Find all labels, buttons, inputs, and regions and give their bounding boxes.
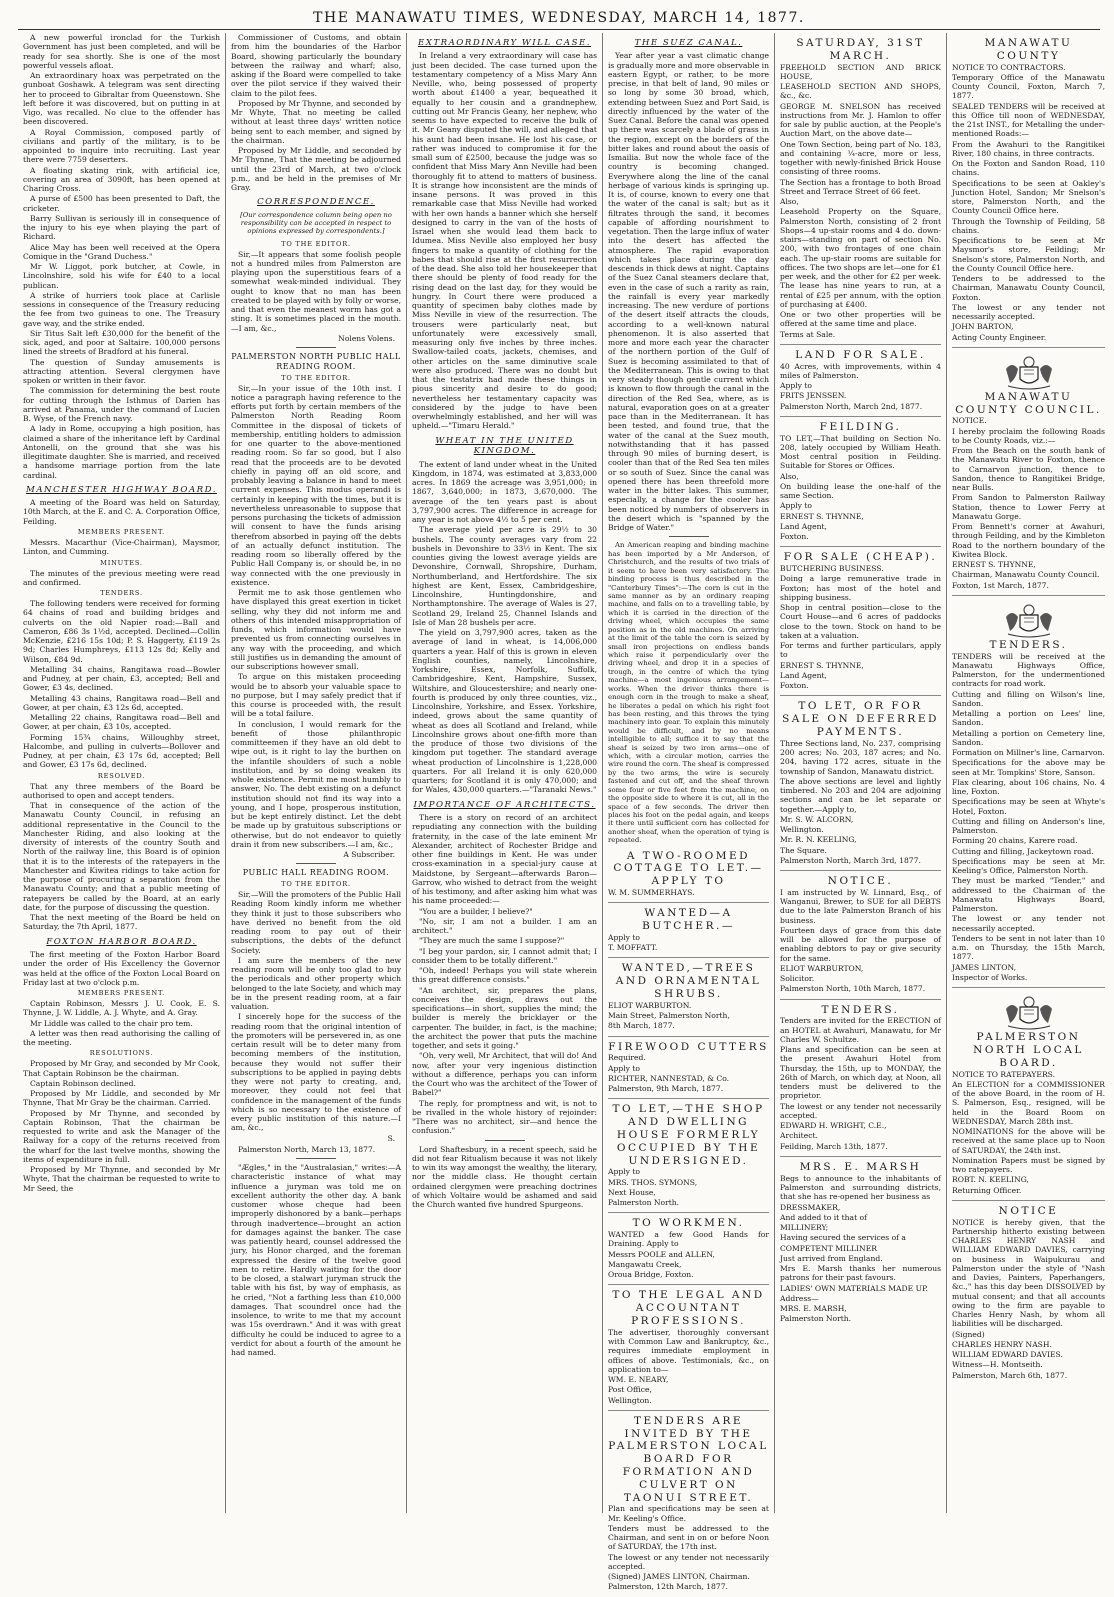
ad-line: Apply to xyxy=(780,381,812,391)
column-5 xyxy=(775,33,947,1513)
section-heading: THE SUEZ CANAL. xyxy=(634,38,743,48)
ad-line: Apply to xyxy=(780,501,812,511)
column-6 xyxy=(947,33,1110,1513)
ad-line: FREEHOLD SECTION AND BRICK HOUSE, xyxy=(780,62,941,81)
section-heading: FOXTON HARBOR BOARD. xyxy=(46,936,197,947)
ad-line: One or two other properties will be offered at the same time and place. xyxy=(780,310,941,329)
advertisement xyxy=(780,417,941,548)
section-heading: EXTRAORDINARY WILL CASE. xyxy=(418,38,591,48)
ad-line: And added to it that of xyxy=(780,1212,867,1222)
ad-line: Doing a large remunerative trade in Foxton; has most of the hotel and shipping business. xyxy=(780,574,941,602)
letter-paragraph: I sincerely hope for the success of the reading room that the original intention of the promoters will be persevered in, as one certain result will be to deter many from becoming members of the institution, because they would not suffer their subscriptions to be applied in paying debts they were not party to creating, and, moreover, they could not feel that confidence in the management of the funds which is so necessary to the existence of every public institution of this nature.—I am, &c., xyxy=(231,1012,401,1133)
advertisement xyxy=(952,1201,1105,1385)
ad-line: EDWARD H. WRIGHT, C.E., xyxy=(780,1121,887,1131)
ad-line: Foxton. xyxy=(780,681,809,691)
ad-line: Temporary Office of the Manawatu County Council, Foxton, March 7, 1877. xyxy=(952,72,1105,101)
ad-line: ERNEST S. THYNNE, xyxy=(780,511,864,521)
article-paragraph: "Oh, indeed! Perhaps you will state wherein this great difference consists." xyxy=(412,966,597,985)
news-item: "Ægles," in the "Australasian," writes:—A characteristic instance of what may influence a juryman was told me on excellent authority the other day. A bank customer whose cheque had been improperly dishonored by a bank—perhaps through inadvertence—brought an action for damages against the banker. The case was patiently heard, counsel addressed the jury, his Honor charged, and the foreman expressed the desire of the twelve good men to retire. Hardly waiting for the door to be closed, a stalwart juryman struck the table with his fist, by way of emphasis, as he cried, "Not a farthing less than £10,000 damages. That scoundrel once had the insolence, to write to me that my account was 15s overdrawn." And it was with great difficulty he could be induced to agree to a verdict for about a fourth of the amount he had named. xyxy=(231,1163,401,1358)
ad-line: Apply to xyxy=(608,1063,640,1073)
ad-line: I hereby proclaim the following Roads to be County Roads, viz.:— xyxy=(952,426,1105,445)
article-paragraph: Messrs. Macarthur (Vice-Chairman), Maysmor, Linton, and Cumming. xyxy=(23,538,220,557)
advertisement xyxy=(608,1411,769,1597)
article-paragraph: There is a story on record of an architect repudiating any connection with the building fraternity, in the case of the late eminent Mr Alexander, architect of Rochester Bridge and other fine buildings in Kent. He was under cross-examination in a special-jury cause at Maidstone, by Sergeant—afterwards Baron—Garrow, who wished to detract from the weight of his testimony, and after asking him what was his name proceeded:— xyxy=(412,813,597,906)
ad-line: Apply to xyxy=(608,1167,640,1177)
article-paragraph: Captain Robinson declined. xyxy=(30,1078,136,1088)
ad-line: Returning Officer. xyxy=(952,1185,1022,1195)
ad-line: LADIES' OWN MATERIALS MADE UP. xyxy=(780,1283,928,1293)
advertisement xyxy=(952,596,1105,988)
ad-line: COMPETENT MILLINER xyxy=(780,1243,877,1253)
ad-line: From the Beach on the south bank of the Manawatu River to Foxton, thence to Carnarvon junction, thence to Sandon, thence to Rangitikei Bridge, near Bulls. xyxy=(952,446,1105,493)
advertisement xyxy=(608,1285,769,1410)
ad-line: The Section has a frontage to both Broad Street and Terrace Street of 66 feet. xyxy=(780,177,941,196)
ad-line: Tenders must be addressed to the Chairman, and sent in on or before Noon of SATURDAY, the 17th inst. xyxy=(608,1523,769,1552)
ad-line: Begs to announce to the inhabitants of Palmerston and surrounding districts, that she has re-opened her business as xyxy=(780,1173,941,1202)
news-item: A purse of £500 has been presented to Daft, the cricketer. xyxy=(23,194,220,213)
section-heading: CORRESPONDENCE. xyxy=(257,197,375,208)
ad-heading: TO WORKMEN. xyxy=(632,1217,745,1230)
ad-line: ELIOT WARBURTON. xyxy=(608,1000,692,1010)
ad-line: Mrs E. Marsh thanks her numerous patrons for their past favours. xyxy=(780,1264,941,1283)
ad-line: Inspector of Works. xyxy=(952,972,1028,982)
ad-line: One Town Section, being part of No. 183, and containing ¼-acre, more or less, together with newly-finished Brick House consisting of three rooms. xyxy=(780,139,941,177)
advertisement xyxy=(780,33,941,345)
divider xyxy=(296,863,336,864)
ad-line: SEALED TENDERS will be received at this Office till noon of WEDNESDAY, the 21st INST., for Metalling the under-mentioned Roads:— xyxy=(952,101,1105,139)
coat-of-arms-icon xyxy=(1000,355,1058,389)
ad-line: On building lease the one-half of the same Section. xyxy=(780,481,941,501)
ad-line: Specifications to be seen at Oakley's Junction Hotel, Sandon; Mr Snelson's store, Palmerston North, and the County Council Office here. xyxy=(952,178,1105,216)
ad-line: Specifications may be seen at Whyte's Hotel, Foxton. xyxy=(952,797,1105,816)
article-paragraph: The first meeting of the Foxton Harbor Board under the order of His Excellency the Governor was held at the office of the Foxton Local Board on Friday last at two o'clock p.m. xyxy=(23,950,220,987)
ad-line: From Bennett's corner at Awahuri, through Feilding, and by the Kimbleton Road to the northern boundary of the Kiwitea Block. xyxy=(952,522,1105,559)
ad-line: Apply to xyxy=(608,932,640,942)
ad-line: (Signed) JAMES LINTON, Chairman. xyxy=(608,1572,750,1582)
advertisement xyxy=(952,348,1105,596)
ad-line: Terms at Sale. xyxy=(780,329,836,339)
article-paragraph: Forming 15¾ chains, Willoughby street, Halcombe, and pulling in culverts—Bollover and Pudney, at per chain, £3 17s 6d, accepted; Bell and Gower, £3 17s 6d, declined. xyxy=(23,732,220,770)
article-paragraph: "They are much the same I suppose?" xyxy=(419,936,565,946)
ad-line: MILLINERY; xyxy=(780,1223,829,1233)
subheading: RESOLUTIONS. xyxy=(89,1049,154,1058)
news-item: Mr W. Liggot, pork butcher, at Cowle, in Lincolnshire, sold his wife for £40 to a local publican. xyxy=(23,262,220,290)
ad-line: TO LET,—That building on Section No. 208, lately occupied by William Heath. Most central position in Feilding. Suitable for Stores or Offices. xyxy=(780,433,941,471)
ad-line: Foxton, 1st March, 1877. xyxy=(952,580,1049,590)
section-heading: IMPORTANCE OF ARCHITECTS. xyxy=(413,799,596,810)
ad-line: Next House, xyxy=(608,1187,656,1197)
ad-line: ROBT. N. KEELING, xyxy=(952,1175,1029,1185)
article-paragraph: The yield on 3,797,900 acres, taken as the average of land in wheat, is 14,006,000 quarters a year. Half of this is grown in eleven English counties, namely, Lincolnshire, Yorkshire, Essex, Norfolk, Suffolk, Cambridgeshire, Kent, Hampshire, Sussex, Wiltshire, and Gloucestershire; and nearly one-fourth is produced by only three counties, viz., Lincolnshire, Yorkshire, and Essex. Yorkshire, indeed, grows about the same quantity of wheat as does all Scotland and Ireland, while Lincolnshire grows about one-fifth more than the produce of those two divisions of the kingdom put together. The standard average wheat production of Lincolnshire is 1,228,000 quarters. For all Ireland it is only 620,000 quarters; for Scotland it is only 470,000; and for Wales, 430,000 quarters.—"Taranaki News." xyxy=(412,628,597,795)
ad-line: Tenders to be addressed to the Chairman, Manawatu County Council, Foxton. xyxy=(952,274,1105,302)
article-paragraph: Proposed by Mr Gray, and seconded by Mr Cook, That Captain Robinson be the chairman. xyxy=(23,1059,220,1078)
article-paragraph: "Oh, very well, Mr Architect, that will do! And now, after your very ingenious distinction without a difference, perhaps you can inform the Court who was the architect of the Tower of Babel?" xyxy=(412,1051,597,1098)
news-item: The question of Sunday amusements is attracting attention. Several clergymen have spoken or written in their favor. xyxy=(23,357,220,385)
ad-line: Cutting and filling, Jackeytown road. xyxy=(952,846,1094,856)
ad-line: (Signed) xyxy=(952,1329,985,1339)
letter-signature: A Subscriber. xyxy=(343,850,395,860)
ad-heading: MANAWATU COUNTY COUNCIL. xyxy=(955,390,1102,416)
ad-heading: FOR SALE (CHEAP). xyxy=(783,551,938,564)
ad-line: Witness—H. Montseith. xyxy=(952,1360,1043,1370)
article-paragraph: Mr Liddle was called to the chair pro tem. xyxy=(30,1018,193,1028)
ad-heading: TENDERS. xyxy=(989,638,1068,651)
ad-line: NOMINATIONS for the above will be received at the same place up to Noon of SATURDAY, the 24th inst. xyxy=(952,1127,1105,1155)
ad-line: Specifications may be seen at Mr. Keeling's Office, Palmerston North. xyxy=(952,856,1105,876)
advertisement xyxy=(780,1000,941,1157)
ad-line: Post Office, xyxy=(608,1385,652,1395)
ad-line: Forming 20 chains, Karere road. xyxy=(952,836,1078,846)
ad-line: On the Foxton and Sandon Road, 110 chains. xyxy=(952,159,1105,178)
ad-line: JOHN BARTON, xyxy=(952,322,1014,332)
column-4 xyxy=(603,33,775,1592)
letter-paragraph: Permit me to ask those gentlemen who have displayed this great exertion in ticket selling, why they did not inform me and others of this intended misappropriation of funds, which information would have prevented us from connecting ourselves in any way with the proceeding, and which still justifies us in demanding the amount of our subscriptions however small. xyxy=(231,588,401,672)
ad-line: 8th March, 1877. xyxy=(608,1021,675,1031)
ad-heading: TO THE LEGAL AND ACCOUNTANT PROFESSIONS. xyxy=(612,1289,765,1327)
ad-line: Nomination Papers must be signed by two ratepayers. xyxy=(952,1155,1105,1175)
ad-line: ELIOT WARBURTON, xyxy=(780,963,864,973)
ad-line: Foxton. xyxy=(780,532,809,542)
section-heading: WHEAT IN THE UNITED KINGDOM. xyxy=(435,435,574,457)
ad-line: Also, xyxy=(780,197,799,207)
ad-line: FRITS JENSSEN. xyxy=(780,391,847,401)
letter-paragraph: Sir,—It appears that some foolish people not a hundred miles from Palmerston are playing upon the superstitious fears of a somewhat weak-minded individual. They ought to know that no man has been created to be played with by folly or worse, and that even the meanest worm has got a sting. It is sometimes placed in the mouth.—I am, &c., xyxy=(231,249,401,333)
ad-heading: TO LET,—THE SHOP AND DWELLING HOUSE FORMERLY OCCUPIED BY THE UNDERSIGNED. xyxy=(612,1103,765,1167)
divider xyxy=(485,1140,525,1141)
ad-line: Just arrived from England. xyxy=(780,1253,883,1263)
ad-line: Acting County Engineer. xyxy=(952,332,1047,342)
ad-heading: NOTICE. xyxy=(827,875,894,888)
ad-line: Palmerston North, 10th March, 1877. xyxy=(780,984,926,994)
ad-line: Formation on Millner's line, Carnarvon. xyxy=(952,748,1105,758)
subheading: MEMBERS PRESENT. xyxy=(77,527,166,536)
ad-heading: A TWO-ROOMED COTTAGE TO LET.—APPLY TO xyxy=(613,849,764,888)
ad-line: Mr. R. N. KEELING, xyxy=(780,835,857,845)
ad-line: Shop in central position—close to the Court House—and 6 acres of paddocks close to the town. Stock on hand to be taken at a valuation. xyxy=(780,603,941,640)
advertisement xyxy=(780,1157,941,1329)
ad-line: NOTICE is hereby given, that the Partnership hitherto existing between CHARLES HENRY NASH and WILLIAM EDWARD DAVIES, carrying on business in Waipukurau and Palmerston under the style of "Nash and Davies, Painters, Paperhangers, &c.," has this day been DISSOLVED by mutual consent; and that all accounts owing to the firm are payable to Charles Henry Nash, by whom all liabilities will be discharged. xyxy=(952,1217,1105,1329)
ad-line: The lowest or any tender not necessarily accepted. xyxy=(608,1552,769,1571)
ad-line: T. MOFFATT. xyxy=(608,943,658,953)
ad-line: TENDERS will be received at the Manawatu Highways Office, Palmerston, for the undermentioned contracts for road work. xyxy=(952,651,1105,689)
ad-line: NOTICE TO CONTRACTORS. xyxy=(952,62,1066,72)
ad-line: Wellington. xyxy=(608,1395,652,1405)
ad-line: JAMES LINTON, xyxy=(952,962,1017,972)
article-paragraph: The minutes of the previous meeting were read and confirmed. xyxy=(23,568,220,587)
article-paragraph: "No, sir, I am not a builder. I am an architect." xyxy=(412,916,597,936)
ad-line: An ELECTION for a COMMISSIONER of the above Board, in the room of H. S. Palmerson, Esq., resigned, will be held in the Board Room on WEDNESDAY, March 28th inst. xyxy=(952,1079,1105,1126)
divider xyxy=(296,1158,336,1159)
ad-heading: FIREWOOD CUTTERS xyxy=(608,1040,769,1053)
subheading: TO THE EDITOR. xyxy=(281,373,351,382)
article-paragraph: That the next meeting of the Board be held on Saturday, the 7th April, 1877. xyxy=(23,913,220,932)
advertisement xyxy=(952,988,1105,1201)
ad-line: Tenders are invited for the ERECTION of an HOTEL at Awahuri, Manawatu, for Mr Charles W. Schultze. xyxy=(780,1016,941,1044)
ad-line: Leasehold Property on the Square, Palmerston North, consisting of 2 front Shops—4 up-stair rooms and 4 do. down-stairs—standing on part of section No. 200, with two frontages of one chain each. The up-stair rooms are suitable for offices. The two shops are let—one for £1 per week, and the other for £2 per week. The lease has nine years to run, at a rental of £25 per annum, with the option of purchasing at £400. xyxy=(780,207,941,309)
advertisement xyxy=(608,1099,769,1213)
masthead: THE MANAWATU TIMES, WEDNESDAY, MARCH 14, 1877. xyxy=(18,8,1100,30)
advertisement xyxy=(780,345,941,417)
ad-line: RICHTER, NANNESTAD, & Co. xyxy=(608,1073,730,1083)
news-item: A Royal Commission, composed partly of civilians and partly of the military, is to be appointed to inquire into recruiting. Last year there were 7759 deserters. xyxy=(23,127,220,165)
ad-line: ERNEST S. THYNNE, xyxy=(952,560,1036,570)
letter-signature: Nolens Volens. xyxy=(338,333,395,343)
ad-line: For terms and further particulars, apply to xyxy=(780,641,941,660)
column-1 xyxy=(18,33,226,1513)
ad-line: WANTED a few Good Hands for Draining. Apply to xyxy=(608,1230,769,1249)
subheading: RESOLVED. xyxy=(97,771,146,780)
ad-heading: SATURDAY, 31ST MARCH. xyxy=(796,37,925,62)
ad-line: Main Street, Palmerston North, xyxy=(608,1011,730,1021)
ad-heading: MRS. E. MARSH xyxy=(799,1160,922,1173)
advertisement xyxy=(780,696,941,871)
news-item: Lord Shaftesbury, in a recent speech, said he did not fear Ritualism because it was not likely to win its way amongst the wealthy, the literary, nor the middle class. He thought certain ordained clergymen were preaching doctrines of which Voltaire would be ashamed and said the Church wanted five hundred Spurgeons. xyxy=(412,1144,597,1210)
ad-line: Flax clearing, about 106 chains, No. 4 line, Foxton. xyxy=(952,777,1105,797)
letter-signature: S. xyxy=(387,1133,395,1143)
ad-line: The lowest or any tender not necessarily accepted. xyxy=(780,1101,941,1120)
ad-line: BUTCHERING BUSINESS. xyxy=(780,564,884,574)
ad-line: Required. xyxy=(608,1053,646,1063)
ad-line: Plans and specification can be seen at the present Awahuri Hotel from Thursday, the 15th, up to MONDAY, the 26th of March, on which day, at Noon, all tenders must be delivered to the proprietor. xyxy=(780,1045,941,1101)
ad-line: NOTICE. xyxy=(952,416,987,426)
ad-line: The lowest or any tender not necessarily accepted. xyxy=(952,914,1105,933)
subheading: TO THE EDITOR. xyxy=(281,880,351,889)
letter-paragraph: To argue on this mistaken proceeding would be to absorb your valuable space to no purpose, but I may safely predict that if this course is proceeded with, the result will be a total failure. xyxy=(231,672,401,719)
ad-heading: MANAWATU COUNTY xyxy=(984,37,1073,62)
article-paragraph: The average yield per acre is 29½ to 30 bushels. The county averages vary from 22 bushels in Devonshire to 33½ in Kent. The six counties giving the lowest average yields are Devonshire, Cornwall, Shropshire, Durham, Northumberland, and Hertfordshire. The six highest are Kent, Essex, Cambridgeshire, Lincolnshire, Huntingdonshire, and Northamptonshire. The average of Wales is 27, Scotland 29, Ireland 25, Channel Islands and Isle of Man 28 bushels per acre. xyxy=(412,525,597,627)
article-paragraph: The reply, for promptness and wit, is not to be rivalled in the whole history of rejoinder: "There was no architect, sir—and hence the confusion." xyxy=(412,1098,597,1136)
ad-heading: WANTED,—TREES AND ORNAMENTAL SHRUBS. xyxy=(615,962,762,1000)
ad-line: Wellington. xyxy=(780,825,824,835)
news-item: Sir Titus Salt left £30,000 for the benefit of the sick, aged, and poor at Saltaire. 100,000 persons lined the streets of Bradford at his funeral. xyxy=(23,328,220,357)
ad-line: Messrs POOLE and ALLEN, xyxy=(608,1249,715,1259)
ad-line: Palmerston, 12th March, 1877. xyxy=(608,1582,728,1592)
ad-line: Metalling a portion on Lees' line, Sandon. xyxy=(952,709,1105,728)
ad-line: Palmerston, 9th March, 1877. xyxy=(608,1084,724,1094)
divider xyxy=(669,536,709,537)
article-paragraph: "I beg your pardon, sir, I cannot admit that; I consider them to be totally different." xyxy=(412,946,597,965)
ad-line: Mr. S. W. ALCORN, xyxy=(780,814,854,824)
ad-heading: FEILDING. xyxy=(819,420,902,433)
news-item: A floating skating rink, with artificial ice, covering an area of 3090ft, has been opened at Charing Cross. xyxy=(23,165,220,193)
editorial-note: [Our correspondence column being open no responsibility can be accepted in respect to opinions expressed by correspondents.] xyxy=(240,210,392,236)
ad-line: Land Agent, xyxy=(780,521,827,531)
advertisement xyxy=(608,903,769,958)
ad-line: Palmerston, March 6th, 1877. xyxy=(952,1370,1068,1380)
ad-line: LEASEHOLD SECTION AND SHOPS, &c., &c. xyxy=(780,82,941,101)
ad-line: Mangawatu Creek, xyxy=(608,1259,682,1269)
ad-line: From Sandon to Palmerston Railway Station, thence to Lower Ferry at Manawatu Gorge. xyxy=(952,493,1105,521)
column-2 xyxy=(226,33,407,1513)
dateline: Palmerston North, March 13, 1877. xyxy=(238,1144,376,1154)
article-paragraph: Year after year a vast climatic change is gradually more and more observable in eastern Egypt, or rather, to be more precise, in that belt of land, 90 miles or so long by some 30 broad, which, extending between Suez and Port Said, is directly influenced by the water of the Suez Canal. Before the canal was opened up there was scarcely a blade of grass in the region, except on the borders of the bitter lakes and round about the oasis of Ismailia. But now the whole face of the country is becoming changed. Everywhere along the line of the canal herbage of various kinds is springing up. It is, of course, known to every one that the water of the canal is salt; but as it filtrates through the sand, it becomes capable of affording nourishment to vegetation. Then the large influx of water into the desert has affected the atmosphere. The rapid evaporation which takes place during the day descends in thick dews at night. Captains of the Suez Canal steamers declare that, even in the case of such a rarity as rain, the rainfall is every year markedly increasing. The new verdure of portions of the desert itself attracts the clouds, according to a well-known natural phenomenon. It is also asserted that more and more each year the character of the northern portion of the Gulf of Suez is becoming assimilated to that of the Mediterranean. This is owing to that very steady though gentle current which is known to flow through the canal in the direction of the Red Sea, where, as is natural, evaporation goes on at a greater pace than in the Mediterranean. It has been tested, and found true, that the water of the canal at the Suez mouth, notwithstanding that it has passed through 90 miles of burning desert, is cooler than that of the Red Sea ten miles or so south of Suez. Since the canal was opened there has been threefold more water in the bitter lakes. This summer, especially, a change for the cooler has been noticed by numbers of observers in the desert which is "spanned by the Bridge of Water." xyxy=(608,51,769,533)
ad-line: Fourteen days of grace from this date will be allowed for the purpose of enabling debtors to pay or give security for the same. xyxy=(780,925,941,963)
ad-line: Palmerston North. xyxy=(608,1198,680,1208)
letter-paragraph: Sir,—Will the promoters of the Public Hall Reading Room kindly inform me whether they think it just to those subscribers who have derived no benefit from the old reading room to pay out of their subscriptions, the debts of the defunct Society. xyxy=(231,890,401,955)
ad-heading: PALMERSTON NORTH LOCAL BOARD. xyxy=(973,1031,1084,1069)
ad-heading: TENDERS. xyxy=(821,1003,900,1016)
section-heading: MANCHESTER HIGHWAY BOARD. xyxy=(26,484,217,495)
ad-line: Palmerston North, March 3rd, 1877. xyxy=(780,855,921,865)
divider xyxy=(296,347,336,348)
ad-line: Tenders to be sent in not later than 10 a.m. on Thursday, the 15th March, 1877. xyxy=(952,933,1105,962)
column-3 xyxy=(407,33,603,1513)
advertisement xyxy=(608,1037,769,1100)
ad-line: Palmerston North, March 2nd, 1877. xyxy=(780,401,923,411)
subheading: MINUTES. xyxy=(100,558,143,567)
ad-line: Through the Township of Feilding, 58 chains. xyxy=(952,216,1105,235)
ad-line: Land Agent, xyxy=(780,670,827,680)
ad-heading: LAND FOR SALE. xyxy=(795,348,926,361)
advertisement xyxy=(608,958,769,1036)
advertisement xyxy=(952,33,1105,348)
ad-line: From the Awahuri to the Rangitikei River, 180 chains, in three contracts. xyxy=(952,139,1105,158)
ad-line: Specifications to be seen at Mr Maysmor's store, Feilding; Mr Snelson's store, Palmerston North, and the County Council Office here. xyxy=(952,236,1105,273)
ad-line: ERNEST S. THYNNE, xyxy=(780,660,864,670)
letter-paragraph: Sir,—In your issue of the 10th inst. I notice a paragraph having reference to the efforts put forth by certain members of the Palmerston North Reading Room Committee in the disposal of tickets of membership, entitling holders to admission for one quarter to the above-mentioned reading room. So far so good, but I also read that the proceeds are to be devoted chiefly in paying off an old score, and probably leaving a balance in hand to meet current expenses. This modus operandi is certainly in keeping with the times, but it is nevertheless unreasonable to suppose that persons purchasing the tickets of admission will consent to have the funds arising therefrom absorbed in paying off the debts of an actually defunct institution. The reading room so liberally offered by the Public Hall Company is, or should be, in no way connected with the one previously in existence. xyxy=(231,383,401,587)
ad-line: Also, xyxy=(780,471,799,481)
ad-line: Cutting and filling on Wilson's line, Sandon. xyxy=(952,689,1105,708)
ad-line: Specifications for the above may be seen at Mr. Tompkins' Store, Sanson. xyxy=(952,758,1105,777)
section-heading: PUBLIC HALL READING ROOM. xyxy=(242,868,390,878)
article-paragraph: That in consequence of the action of the Manawatu County Council, in refusing an additional representative in the Council to the Manchester Riding, and also looking at the diversity of interests of the country South and North of the railway line, this Board is of opinion that it is to the interests of the ratepayers in the Manchester and Kiwitea ridings to take action for the purpose of procuring a separation from the Manawatu County; and that a public meeting of ratepayers be called by the Board, at an early date, for the purpose of discussing the question. xyxy=(23,801,220,912)
news-item: The commission for determining the best route for cutting through the Isthmus of Darien has arrived at Panama, under the command of Lucien B. Wyse, of the French navy. xyxy=(23,386,220,423)
advertisement xyxy=(608,1213,769,1285)
coat-of-arms-icon xyxy=(1000,995,1058,1029)
article-paragraph: The extent of land under wheat in the United Kingdom, in 1874, was estimated at 3,833,000 acres. In 1869 the acreage was 3,951,000; in 1867, 3,640,000; in 1873, 3,670,000. The average of the ten years past is about 3,797,900 acres. The difference in acreage for any year is not above 4½ to 5 per cent. xyxy=(412,459,597,525)
ad-line: MRS. THOS. SYMONS, xyxy=(608,1177,698,1187)
article-paragraph: In Ireland a very extraordinary will case has just been decided. The case turned upon the testamentary competency of a Miss Mary Ann Neville, who, being possessed of property worth about £1400 a year, bequeathed it equally to her cousin and a grandnephew, cutting out Mr Francis Geany, her nephew, who seems to have expected to receive the bulk of it. Mr Geany disputed the will, and alleged that his aunt had been insane. He lost his case, or rather was induced to compromise it for the small sum of £2500, because the judge was so confident that Miss Mary Ann Neville had been thoroughly fit to attend to matters of business. It is strange how inconsistent are the minds of insane persons. It was proved in this remarkable case that Miss Neville had worked with her own hands a banner which she herself designed to carry in the van of the hosts of Israel when she would lead them back to Idumea. Miss Neville also employed her busy fingers to make a quantity of clothing for the babes that should rise at the first resurrection of the dead. She also told her housekeeper that there should be plenty of food ready for the rising dead on the last day, for they would be hungry. In Court there were produced a quantity of specimen baby clothes made by Miss Neville in view of the resurrection. The trousers were particularly neat, but unfortunately were excessively small, measuring only five inches by three inches. Swallow-tailed coats, jackets, chemises, and other articles on the same diminutive scale were also produced. There was no doubt but that the testatrix had made these things in pious sincerity and desire to do good; nevertheless her testamentary capacity was considered by the judge to have been overwhelmingly established, and her will was upheld.—"Timaru Herald." xyxy=(412,51,597,431)
news-item: An extraordinary hoax was perpetrated on the gunboat Goshawk. A telegram was sent directing her to proceed to Gibraltar from Queenstown. She left before it was discovered, but on putting in at Vigo, was recalled. No clue to the offender has been discovered. xyxy=(23,71,220,127)
ad-line: The lowest or any tender not necessarily accepted. xyxy=(952,302,1105,322)
article-paragraph: Metalling 34 chains, Rangitawa road—Bowler and Pudney, at per chain, £3, accepted; Bell and Gower, £3 4s, declined. xyxy=(23,664,220,693)
ad-line: Metalling a portion on Cemetery line, Sandon. xyxy=(952,728,1105,747)
article-paragraph: Proposed by Mr Thynne, and seconded by Mr Whyte, That no meeting be called without at least three days' written notice being sent to each member, and signed by the chairman. xyxy=(231,98,401,145)
ad-line: Feilding, March 13th, 1877. xyxy=(780,1141,888,1151)
ad-line: The advertiser, thoroughly conversant with Common Law and Bankruptcy, &c., requires immediate employment in offices of above. Testimonials, &c., on application to— xyxy=(608,1327,769,1374)
coat-of-arms-icon xyxy=(1000,603,1058,637)
ad-line: Architect. xyxy=(780,1131,818,1141)
ad-line: WM. E. NEARY, xyxy=(608,1375,669,1385)
ad-line: The Square. xyxy=(780,845,827,855)
columns xyxy=(18,33,1105,1592)
subheading: MEMBERS PRESENT. xyxy=(77,989,166,998)
ad-line: Oroua Bridge, Foxton. xyxy=(608,1270,694,1280)
advertisement xyxy=(780,871,941,1000)
article-paragraph: "An architect, sir, prepares the plans, conceives the design, draws out the specifications—in short, supplies the mind; the builder is merely the bricklayer or the carpenter. The builder, in fact, is the machine; the architect the power that puts the machine together, and sets it going." xyxy=(412,985,597,1051)
news-item: A lady in Rome, occupying a high position, has claimed a share of the inheritance left by Cardinal Antonelli, on the ground that she was his illegitimate daughter. She is married, and received a handsome marriage portion from the late cardinal. xyxy=(23,424,220,480)
ad-line: The above sections are level and lightly timbered. No 203 and 204 are adjoining sections and can be let separate or together.—Apply to, xyxy=(780,776,941,814)
article-paragraph: Proposed by Mr Liddle, and seconded by Mr Thynne, That Mr Gray be the chairman. Carried. xyxy=(23,1089,220,1108)
article-paragraph: A letter was then read authorising the calling of the meeting. xyxy=(23,1028,220,1048)
article-paragraph: Captain Robinson, Messrs J. U. Cook, E. S. Thynne, J. W. Liddle, A. J. Whyte, and A. Gray. xyxy=(23,999,220,1018)
ad-line: CHARLES HENRY NASH. xyxy=(952,1339,1052,1349)
ad-line: WILLIAM EDWARD DAVIES. xyxy=(952,1350,1063,1360)
ad-line: 40 Acres, with improvements, within 4 miles of Palmerston. xyxy=(780,361,941,380)
ad-line: Cutting and filling on Anderson's line, Palmerston. xyxy=(952,816,1105,836)
ad-line: Three Sections land, No. 237, comprising 200 acres; No. 203, 187 acres; and No. 204, having 172 acres, situate in the township of Sandon, Manawatu district. xyxy=(780,738,941,776)
ad-line: I am instructed by W. Linnard, Esq., of Wanganui, Brewer, to SUE for all DEBTS due to the late Palmerston Branch of his business. xyxy=(780,887,941,925)
news-item: An American reaping and binding machine has been imported by a Mr Anderson, of Christchurch, and the results of two trials of it seem to have been very satisfactory. The binding process is thus described in the "Canterbury Times":—The corn is cut in the same manner as by an ordinary reaping machine, and falls on to a travelling table, by which it is carried in the direction of the driving wheel, which occupies the same position as in the old machines. On arriving at the limit of the table the corn is seized by small iron projections on endless bands which raise it perpendicularly over the driving wheel, and drop it in a species of trough, in the centre of which the tying machine—a most ingenious arrangement—works. When the driver thinks there is enough corn in the trough to make a sheaf, he liberates a pedal on which his right foot has been resting, and this throws the tying machinery into gear. To explain this minutely would be difficult, and by no means intelligible to all; suffice it to say that the sheaf is seized by two iron arms—one of which, with a circular motion, carries the wire round the corn. The sheaf is compressed by the two arms, the wire is securely fastened and cut off, and the sheaf thrown some four or five feet from the machine, on the opposite side to where it is cut, all in the space of a few seconds. The driver then places his foot on the pedal again, and keeps it there until sufficient corn has collected for another sheaf, when the operation of tying is repeated. xyxy=(608,541,769,845)
ad-line: Address— xyxy=(780,1293,819,1303)
news-item: Alice May has been well received at the Opera Comique in the "Grand Duchess." xyxy=(23,242,220,261)
article-paragraph: Proposed by Mr Thynne, and seconded by Mr Whyte, That the chairman be requested to write to Mr Seed, the xyxy=(23,1165,220,1193)
article-paragraph: That any three members of the Board be authorised to open and accept tenders. xyxy=(23,781,220,800)
ad-line: W. M. SUMMERHAYS. xyxy=(608,888,695,898)
ad-line: MRS. E. MARSH, xyxy=(780,1304,847,1314)
ad-line: Palmerston North. xyxy=(780,1314,852,1324)
article-paragraph: Proposed by Mr Liddle, and seconded by Mr Thynne, That the meeting be adjourned until the 23rd of March, at two o'clock p.m., and be held in the premises of Mr Gray. xyxy=(231,146,401,192)
article-paragraph: "You are a builder, I believe?" xyxy=(419,906,533,916)
ad-line: GEORGE M. SNELSON has received instructions from Mr. J. Hamlon to offer for sale by public auction, at the People's Auction Mart, on the above date— xyxy=(780,101,941,139)
letter-paragraph: I am sure the members of the new reading room will be only too glad to buy the periodicals and other property which belonged to the late Society, and which may be in the present reading room, at a fair valuation. xyxy=(231,955,401,1012)
article-paragraph: Metalling 22 chains, Rangitawa road—Bell and Gower, at per chain, £3 10s, accepted. xyxy=(23,713,220,732)
ad-line: Having secured the services of a xyxy=(780,1233,906,1243)
article-paragraph: A meeting of the Board was held on Saturday, 10th March, at the E. and C. A. Corporation Office, Feilding. xyxy=(23,498,220,526)
ad-line: Solicitor. xyxy=(780,974,815,984)
letter-paragraph: In conclusion, I would remark for the benefit of those philanthropic committeemen if they have an old debt to wipe out, is it right to lay the burthen on the infantile shoulders of such a noble institution, and by so doing weaken its whole existence. Permit me most humbly to answer, No. The debt existing on a defunct institution should not find its way into a young, and I hope, prosperous institution, but be kept entirely distinct. Let the debt be made up by gratuitous subscriptions or otherwise, but do not endeavor to quietly drain it from new subscribers.—I am, &c., xyxy=(231,719,401,849)
ad-line: Plan and specifications may be seen at Mr. Keeling's Office. xyxy=(608,1504,769,1523)
ad-heading: TO LET, OR FOR SALE ON DEFERRED PAYMENTS. xyxy=(782,700,939,739)
advertisement xyxy=(608,846,769,904)
ad-line: They must be marked "Tender," and addressed to the Chairman of the Manawatu Highways Board, Palmerston. xyxy=(952,876,1105,914)
ad-heading: NOTICE xyxy=(998,1204,1059,1217)
ad-heading: WANTED—A BUTCHER.— xyxy=(642,907,735,933)
section-heading: PALMERSTON NORTH PUBLIC HALL READING ROOM. xyxy=(231,352,401,371)
news-item: Barry Sullivan is seriously ill in consequence of the injury to his eye when playing the part of Richard. xyxy=(23,213,220,242)
ad-line: DRESSMAKER, xyxy=(780,1202,841,1212)
ad-heading: TENDERS ARE INVITED BY THE PALMERSTON LOCAL BOARD FOR FORMATION AND CULVERT ON TAONUI STREET. xyxy=(608,1414,769,1504)
article-paragraph: Proposed by Mr Thynne, and seconded by Captain Robinson, That the chairman be requested to write and ask the Manager of the Railway for a copy of the returns received from the wharf for the last twelve months, showing the items of expenditure in full. xyxy=(23,1108,220,1164)
subheading: TENDERS. xyxy=(100,589,143,598)
article-paragraph: Metalling 43 chains, Rangitawa road—Bell and Gower, at per chain, £3 12s 6d, accepted. xyxy=(23,693,220,712)
advertisement xyxy=(780,547,941,696)
news-item: A strike of hurriers took place at Carlisle sessions in consequence of the Treasury reducing the fee from two guineas to one. The Treasury gave way, and the strike ended. xyxy=(23,290,220,328)
subheading: TO THE EDITOR. xyxy=(281,239,351,248)
article-paragraph: The following tenders were received for forming 64 chains of road and building bridges and culverts on the old Napier road:—Ball and Cameron, £86 3s 1½d, accepted. Declined—Collin McKenzie, £216 15s 10d; P. S. Haggerty, £119 2s 9d; Charles Humphreys, £113 12s 8d; Kelly and Wilson, £84 9d. xyxy=(23,599,220,664)
ad-line: NOTICE TO RATEPAYERS. xyxy=(952,1069,1056,1079)
ad-line: Chairman, Manawatu County Council. xyxy=(952,570,1100,580)
article-paragraph: Commissioner of Customs, and obtain from him the boundaries of the Harbor Board, showing particularly the boundary between the railway and wharf; also, asking if the Board were compelled to take over the pilot service if they waived their claim to the pilot fees. xyxy=(231,33,401,98)
news-item: A new powerful ironclad for the Turkish Government has just been completed, and will be ready for sea shortly. She is one of the most powerful vessels afloat. xyxy=(23,33,220,70)
